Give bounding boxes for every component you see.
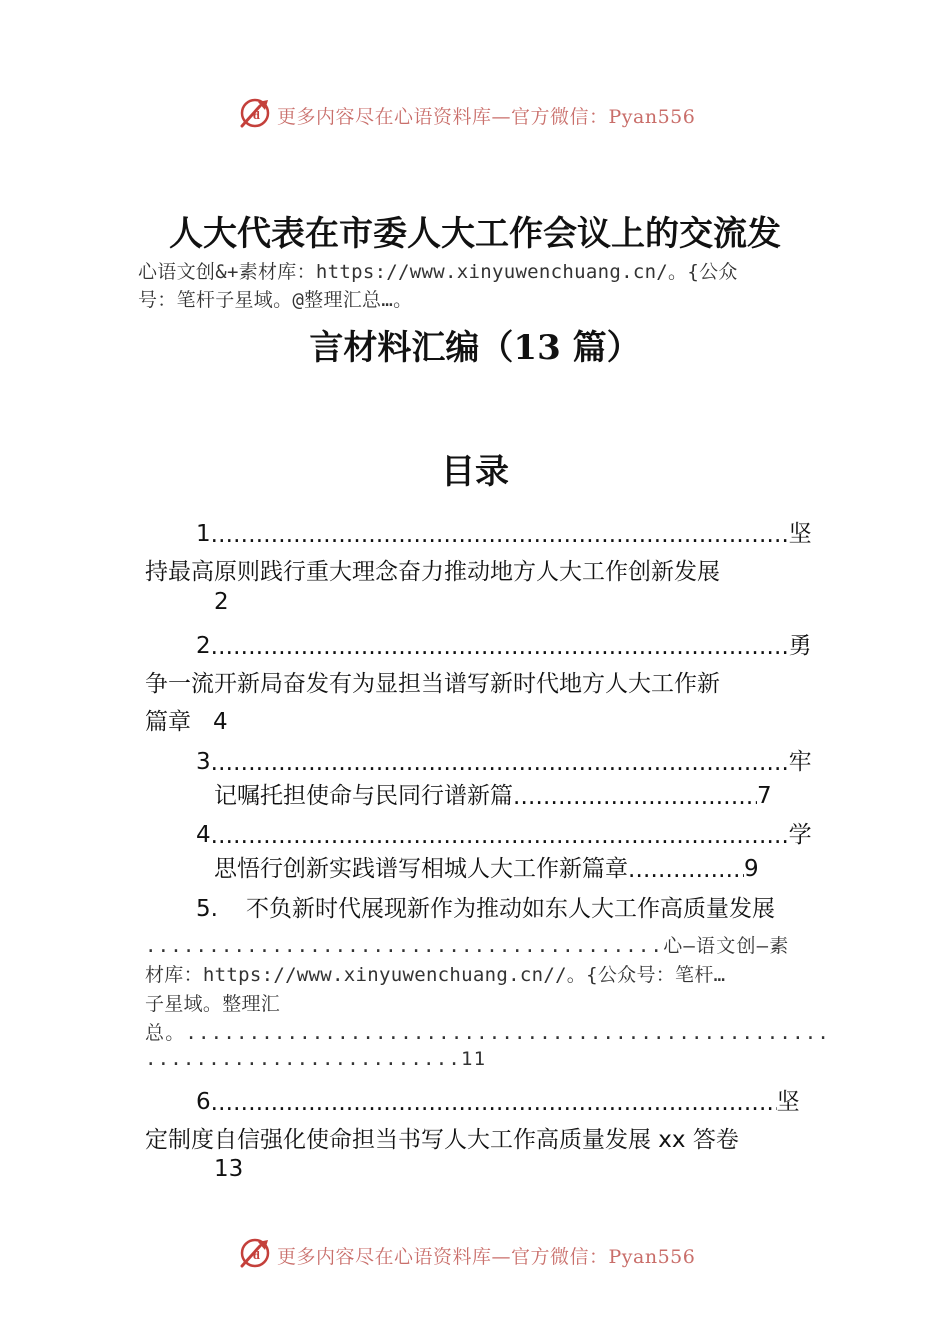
toc-item-4-title[interactable]	[214, 850, 759, 883]
header-banner	[0, 94, 950, 134]
toc-item-6[interactable]	[196, 1083, 800, 1116]
svg-text:d: d	[253, 1251, 260, 1262]
toc-item-3-page: 7	[757, 783, 772, 809]
toc-item-first-char: 坚	[776, 1089, 800, 1115]
document-title-line1: 人大代表在市委人大工作会议上的交流发	[169, 214, 781, 254]
leader-dots	[211, 1090, 777, 1116]
toc-item-number: 2	[196, 633, 211, 659]
leader-dots: .........................	[145, 1048, 461, 1070]
toc-item-3-title[interactable]	[214, 777, 772, 810]
toc-item-first-char: 牢	[788, 749, 812, 775]
toc-item-5-title: 不负新时代展现新作为推动如东人大工作高质量发展	[245, 896, 775, 922]
leader-dots	[628, 857, 744, 883]
toc-item-5-dots-line2	[145, 1018, 830, 1045]
footer-banner	[0, 1234, 950, 1274]
watermark-line2: 号：笔杆子星域。@整理汇总…。	[138, 289, 413, 311]
leader-dots	[211, 750, 789, 776]
toc-item-4-page: 9	[744, 856, 759, 882]
toc-item-2-title[interactable]: 争一流开新局奋发有为显担当谱写新时代地方人大工作新	[145, 671, 720, 697]
leader-dots	[211, 823, 789, 849]
toc-item-5-page: 11	[460, 1048, 487, 1070]
document-title-line2: 言材料汇编（13 篇）	[309, 328, 641, 368]
toc-item-first-char: 坚	[788, 521, 812, 547]
toc-item-4-title-text: 思悟行创新实践谱写相城人大工作新篇章	[214, 856, 628, 882]
toc-item-1-page: 2	[214, 589, 229, 615]
leader-dots: .........................................	[145, 935, 664, 957]
banner-text: 更多内容尽在心语资料库—官方微信：Pyan556	[277, 106, 696, 128]
toc-item-5-dots-line3	[145, 1048, 486, 1070]
svg-text:d: d	[253, 111, 260, 122]
leader-dots	[513, 784, 757, 810]
watermark-inline-d: 总。	[145, 1022, 186, 1044]
toc-item-2-title-end[interactable]	[145, 703, 228, 736]
toc-item-number: 6	[196, 1089, 211, 1115]
toc-item-2-title-tail: 篇章	[145, 709, 191, 735]
toc-item-number: 4	[196, 822, 211, 848]
toc-item-first-char: 学	[788, 822, 812, 848]
banner-text: 更多内容尽在心语资料库—官方微信：Pyan556	[277, 1246, 696, 1268]
toc-item-number: 1	[196, 521, 211, 547]
toc-item-1[interactable]	[196, 515, 812, 548]
toc-item-5[interactable]	[196, 890, 775, 923]
toc-item-1-title[interactable]: 持最高原则践行重大理念奋力推动地方人大工作创新发展	[145, 559, 720, 585]
toc-item-3-title-text: 记嘱托担使命与民同行谱新篇	[214, 783, 513, 809]
toc-item-6-page: 13	[214, 1156, 244, 1182]
toc-item-number: 3	[196, 749, 211, 775]
toc-item-2[interactable]	[196, 627, 812, 660]
leader-dots	[211, 634, 789, 660]
watermark-line1: 心语文创&+素材库：https://www.xinyuwenchuang.cn/。{公众	[138, 261, 738, 283]
toc-item-4[interactable]	[196, 816, 812, 849]
toc-item-3[interactable]	[196, 743, 812, 776]
pen-seal-logo-icon	[238, 96, 272, 130]
toc-item-number: 5.	[196, 896, 218, 922]
toc-item-6-title[interactable]: 定制度自信强化使命担当书写人大工作高质量发展 xx 答卷	[145, 1127, 739, 1153]
pen-seal-logo-icon	[238, 1236, 272, 1270]
watermark-inline-b: 材库：https://www.xinyuwenchuang.cn//。{公众号：笔杆…	[145, 964, 726, 986]
watermark-inline-c: 子星域。整理汇	[145, 993, 281, 1015]
leader-dots	[211, 522, 789, 548]
watermark-inline-a: 心—语文创—素	[663, 935, 790, 957]
toc-heading: 目录	[441, 452, 509, 492]
toc-item-5-dots-line	[145, 931, 789, 958]
leader-dots: ...................................................	[185, 1022, 830, 1044]
toc-item-first-char: 勇	[788, 633, 812, 659]
toc-item-2-page: 4	[213, 709, 228, 735]
